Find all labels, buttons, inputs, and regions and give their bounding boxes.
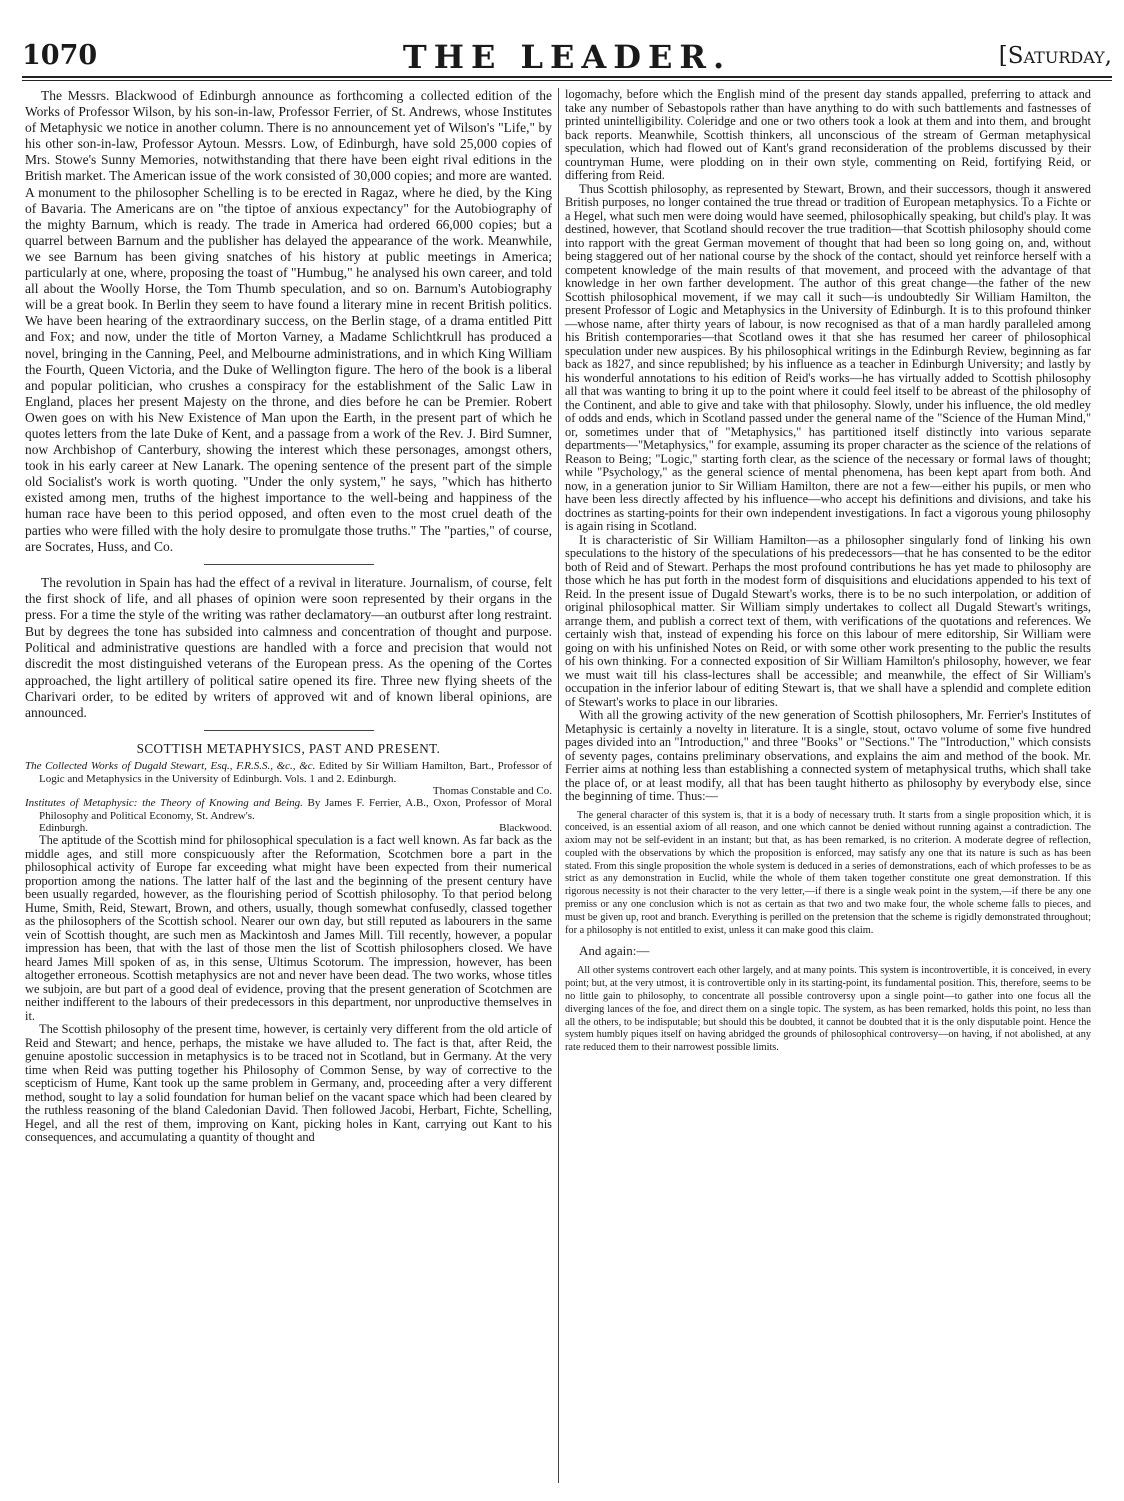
- right-column: [565, 88, 1091, 1061]
- bib1-details: Edited by Sir William Hamilton, Bart., Professor of Logic and Metaphysics in the University of Edinburgh. Vols. 1 and 2. Edinburgh.: [39, 760, 552, 785]
- article-paragraph-3: logomachy, before which the English mind of the present day stands appalled, preferring to attack and take any number of Sebastopols rather than have anything to do with such battlements and fastnesses of printed unintelligibility. Coleridge and one or two others took a look at them and into them, and brought back reports. Meanwhile, Scottish thinkers, all unconscious of the stream of German metaphysical speculation, which had flowed out of Kant's grand reconsideration of the problems discussed by their countryman Hume, were plodding on in their own style, commenting on Reid, fortifying Reid, or differing from Reid.: [565, 87, 1091, 182]
- bib1-publisher-line: [25, 785, 552, 797]
- newspaper-title: THE LEADER.: [402, 38, 732, 76]
- column-divider: [558, 88, 559, 1483]
- masthead: [22, 30, 1112, 80]
- bib2-place: Edinburgh.: [39, 821, 88, 834]
- article-paragraph-2: The Scottish philosophy of the present time, however, is certainly very different from the old article of Reid and Stewart; and hence, perhaps, the mistake we have alluded to. The fact is that, after Reid, the genuine apostolic succession in metaphysics is to be traced not in Scotland, but in Germany. At the very time when Reid was putting together his Philosophy of Common Sense, by way of corrective to the scepticism of Hume, Kant took up the same problem in Germany, and, proceeding after a very different method, sought to lay a solid foundation for human belief on the vacant space which had been cleared by the ruthless reasoning of the bland Caledonian David. Then followed Jacobi, Herbart, Fichte, Schelling, Hegel, and all the rest of them, improving on Kant, picking holes in Kant, carrying out Kant to his consequences, and accumulating a quantity of thought and: [25, 1022, 552, 1145]
- section-rule: [204, 730, 374, 731]
- bib2-details: By James F. Ferrier, A.B., Oxon, Professor of Moral Philosophy and Political Economy, St. Andrew's.: [39, 797, 552, 822]
- article-paragraph-6: With all the growing activity of the new generation of Scottish philosophers, Mr. Ferrier's Institutes of Metaphysic is certainly a novelty in literature. It is a single, stout, octavo volume of some five hundred pages divided into an "Introduction," and three "Books" or "Sections." The "Introduction," which consists of seventy pages, contains preliminary observations, and explains the aim and method of the book. Mr. Ferrier aims at nothing less than establishing a connected system of metaphysical truths, which shall take the place of, or at least modify, all that has been taught hitherto as philosophy by everybody else, since the beginning of time. Thus:—: [565, 708, 1091, 803]
- section-rule: [204, 564, 374, 565]
- bibliography-entry-2: [25, 797, 552, 822]
- page-day: [Saturday,: [998, 43, 1112, 69]
- page-number: 1070: [22, 40, 98, 71]
- article-paragraph-1: The aptitude of the Scottish mind for philosophical speculation is a fact well known. As far back as the middle ages, and still more conspicuously after the Reformation, Scotchmen bore a part in the philosophical activity of Europe far exceeding what might have been expected from their numerical proportion among the nations. The latter half of the last and the beginning of the present century have been usually regarded, however, as the flourishing period of Scottish philosophy. To that period belong Hume, Smith, Reid, Stewart, Brown, and others, usually, though somewhat confusedly, classed together as the philosophers of the Scottish school. Nearer our own day, but still reputed as labourers in the same vein of Scottish thought, are such men as Mackintosh and James Mill. Till recently, however, a popular impression has been, that with the last of those men the list of Scottish philosophers closed. We have heard James Mill spoken of as, in this sense, Ultimus Scotorum. The impression, however, has been altogether erroneous. Scottish metaphysics are not and never have been dead. The two works, whose titles we subjoin, are but part of a good deal of evidence, proving that the present generation of Scotchmen are neither indifferent to the labours of their predecessors in this department, nor unproductive themselves in it.: [25, 833, 552, 1023]
- bib1-publisher: Thomas Constable and Co.: [432, 784, 552, 797]
- bibliography-entry-1: [25, 760, 552, 785]
- bib2-publisher: Blackwood.: [499, 821, 552, 834]
- header-rule: [22, 76, 1112, 81]
- left-column: [25, 88, 552, 1145]
- spain-paragraph: The revolution in Spain has had the effect of a revival in literature. Journalism, of course, felt the first shock of life, and all phases of opinion were soon represented by their organs in the press. For a time the style of the writing was rather declamatory—an outburst after long restraint. But by degrees the tone has subsided into calmness and concentration of thought and purpose. Political and administrative questions are handled with a force and precision that would not discredit the most distinguished veterans of the European press. As the opening of the Cortes approached, the light artillery of political satire opened its fire. Three new flying sheets of the Charivari order, to be edited by writers of approved wit and of known liberal opinions, are announced.: [25, 574, 552, 721]
- block-quote-2: All other systems controvert each other largely, and at many points. This system is incontrovertible, it is conceived, in every point; but, at the very utmost, it is controvertible only in its starting-point, its fundamental position. This, therefore, seems to be no little gain to philosophy, to concentrate all possible controversy upon a single point—to gather into one focus all the diverging lances of the foe, and direct them on a single topic. The system, as has been remarked, holds this point, no less than all the others, to be indisputable; but should this be doubted, it cannot be doubted that it is the only disputable point. Hence the system humbly piques itself on having abridged the grounds of philosophical controversy—on having, if not abolished, at any rate reduced them to their narrowest possible limits.: [565, 965, 1091, 1054]
- article-paragraph-4: Thus Scottish philosophy, as represented by Stewart, Brown, and their successors, though it answered British purposes, no longer contained the true thread or tradition of European metaphysics. To a Fichte or a Hegel, what such men were doing would have seemed, philosophically speaking, but child's play. It was destined, however, that Scotland should recover the true tradition—that Scottish philosophy should come into rapport with the great German movement of thought that had been so long going on, and, without being staggered out of her national course by the shock of the contact, should yet reinforce herself with a competent knowledge of the main results of that movement, and proceed with the advantage of that knowledge in her own farther development. The author of this great change—the father of the new Scottish philosophical movement, if we may call it such—is undoubtedly Sir William Hamilton, the present Professor of Logic and Metaphysics in the University of Edinburgh. It is to this profound thinker—whose name, after thirty years of labour, is now recognised as that of a man hardly paralleled among his British contemporaries—that Scotland owes it that she has resumed her career of philosophical speculation under new auspices. By his philosophical writings in the Edinburgh Review, beginning as far back as 1827, and since republished; by his influence as a teacher in Edinburgh University; and lastly by his wonderful annotations to his edition of Reid's works—he has virtually added to Scottish philosophy all that was wanting to bring it up to the point where it could feel itself to be abreast of the philosophy of the Continent, and able to give and take with that philosophy. Slowly, under his influence, the old medley of odds and ends, which in Scotland passed under the general name of the "Science of the Human Mind," or, sometimes under that of "Metaphysics," has partitioned itself distinctly into various separate departments—"Metaphysics," for example, assuming its proper character as the science of the relations of Reason to Being; "Logic," starting forth clear, as the science of the necessary or formal laws of thought; while "Psychology," as the general science of mental phenomena, has been kept apart from both. And now, in a generation junior to Sir William Hamilton, there are not a few—either his pupils, or men who have been less directly affected by his influence—who accept his definitions and divisions, and take his doctrines as starting-points for their own independent investigations. In fact a vigorous young philosophy is again rising in Scotland.: [565, 181, 1091, 533]
- literary-news-paragraph: The Messrs. Blackwood of Edinburgh announce as forthcoming a collected edition of the Works of Professor Wilson, by his son-in-law, Professor Ferrier, of St. Andrews, whose Institutes of Metaphysic we notice in another column. There is no announcement yet of Wilson's "Life," by his other son-in-law, Professor Aytoun. Messrs. Low, of Edinburgh, have sold 25,000 copies of Mrs. Stowe's Sunny Memories, notwithstanding that there have been eight rival editions in the British market. The American issue of the work consisted of 30,000 copies; and more are wanted. A monument to the philosopher Schelling is to be erected in Ragaz, where he died, by the King of Bavaria. The Americans are on "the tiptoe of anxious expectancy" for the Autobiography of the mighty Barnum, which is ready. The trade in America had ordered 66,000 copies; but a quarrel between Barnum and the publisher has delayed the appearance of the work. Meanwhile, we see Barnum has been giving snatches of his history at public meetings in America; particularly at one, where, proposing the toast of "Humbug," he analysed his own career, and told all about the Woolly Horse, the Tom Thumb speculation, and so on. Barnum's Autobiography will be a great book. In Berlin they seem to have found a literary mine in recent British politics. We have been hearing of the extraordinary success, on the Berlin stage, of a drama entitled Pitt and Fox; and now, under the title of Morton Varney, a Madame Schlichtkrull has produced a novel, bringing in the Canning, Peel, and Melbourne administrations, and in which King William the Fourth, Queen Victoria, and the Duke of Wellington figure. The hero of the book is a liberal and popular politician, who crushes a conspiracy for the establishment of the Salic Law in England, places her present Majesty on the throne, and dies before he can be Premier. Robert Owen goes on with his New Existence of Man upon the Earth, in the present part of which he quotes letters from the late Duke of Kent, and a passage from a work of the Rev. J. Bird Sumner, now Archbishop of Canterbury, showing the interest which these personages, amongst others, took in his early career at New Lanark. The opening sentence of the present part of the simple old Socialist's work is worth quoting. "Under the only system," he says, "which has hitherto existed among men, truths of the highest importance to the well-being and happiness of the human race have been to this period opposed, and often even to the most cruel death of the parties who were filled with the holy desire to promulgate those truths." The "parties," of course, are Socrates, Huss, and Co.: [25, 88, 552, 554]
- bib1-title: The Collected Works of Dugald Stewart, Esq., F.R.S.S., &c., &c.: [25, 760, 316, 773]
- bib2-title: Institutes of Metaphysic: the Theory of Knowing and Being.: [25, 797, 303, 810]
- and-again-line: And again:—: [579, 943, 650, 959]
- block-quote-1: The general character of this system is, that it is a body of necessary truth. It starts from a single proposition which, it is conceived, is an essential axiom of all reason, and one which cannot be denied without running against a contradiction. The axiom may not be self-evident in an instant; but that, as has been remarked, is no criterion. A moderate degree of reflection, coupled with the observations by which the proposition is enforced, may satisfy any one that its nature is such as has been stated. From this single proposition the whole system is deduced in a series of demonstrations, each of which professes to be as strict as any demonstration in Euclid, while the whole of them taken together constitute one great demonstration. If this rigorous necessity is not their character to the very letter,—if there is a single weak point in the system,—if there be any one premiss or any one conclusion which is not as certain as that two and two make four, the whole scheme falls to pieces, and must be given up, root and branch. Everything is perilled on the pretension that the scheme is rigidly demonstrated throughout; for a philosophy is not entitled to exist, unless it can make good this claim.: [565, 809, 1091, 936]
- article-paragraph-5: It is characteristic of Sir William Hamilton—as a philosopher singularly fond of linking his own speculations to the history of the speculations of his predecessors—that he has consented to be the editor both of Reid and of Stewart. Perhaps the most profound contributions he has yet made to philosophy are those which he has put forth in the modest form of disquisitions and elucidations appended to his text of Reid. In the present issue of Dugald Stewart's works, there is to be no such interpolation, or addition of original philosophical matter. Sir William simply undertakes to collect all Dugald Stewart's writings, arrange them, and publish a correct text of them, with verifications of the quotations and references. We certainly wish that, instead of expending his force on this labour of mere editorship, Sir William were going on with his unfinished Notes on Reid, or with some other work presenting to the public the results of his own thinking. For a connected exposition of Sir William Hamilton's philosophy, however, we fear we must wait till his class-lectures shall be accessible; and meanwhile, the effect of Sir William's occupation in the inferior labour of editing Stewart is, that we shall have a splendid and complete edition of Stewart's works to place in our libraries.: [565, 532, 1091, 709]
- article-heading: SCOTTISH METAPHYSICS, PAST AND PRESENT.: [136, 741, 441, 757]
